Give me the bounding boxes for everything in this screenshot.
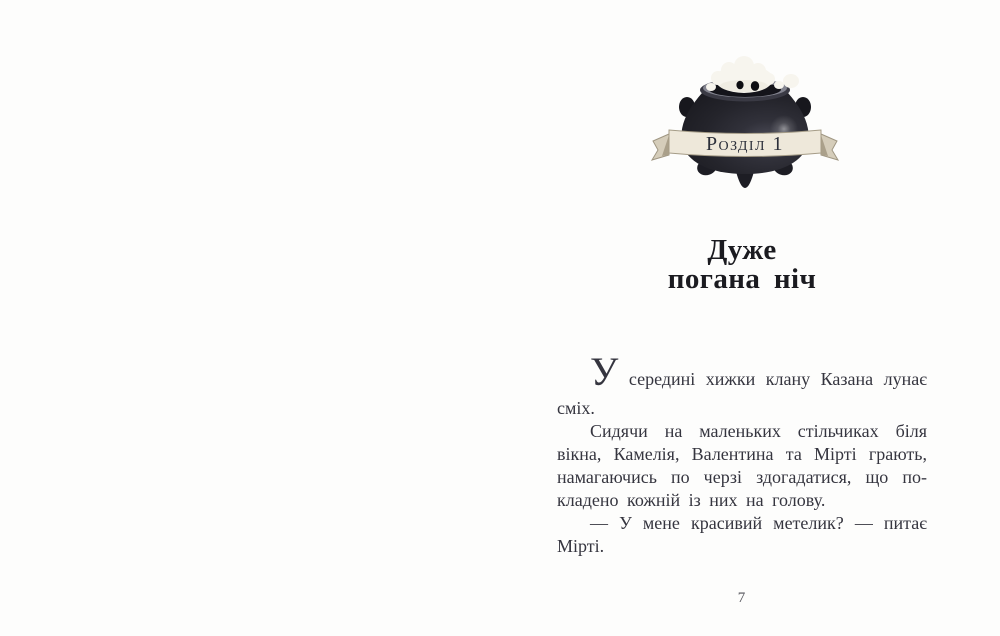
drop-cap: У bbox=[590, 349, 619, 394]
chapter-vignette bbox=[645, 55, 845, 195]
text-line: вікна, Камелія, Валентина та Мірті грають, bbox=[557, 444, 927, 464]
text-line: кладено кожній із них на голову. bbox=[557, 490, 826, 510]
paragraph-3 bbox=[557, 512, 927, 558]
ribbon-banner bbox=[652, 130, 838, 160]
cauldron-icon bbox=[645, 55, 845, 195]
text-line-content: середині хижки клану Казана лунає bbox=[628, 369, 928, 389]
text-line bbox=[557, 349, 928, 397]
text-line: намагаючись по черзі здогадатися, що по- bbox=[557, 467, 927, 487]
text-line: Мірті. bbox=[557, 536, 605, 556]
text-line: — У мене красивий метелик? — питає bbox=[590, 513, 927, 533]
paragraph-1 bbox=[557, 349, 928, 420]
chapter-banner-label: Розділ 1 bbox=[705, 133, 785, 155]
chapter-title-line-1: Дуже bbox=[707, 234, 777, 266]
text-line: сміх. bbox=[557, 398, 595, 418]
foam-shade bbox=[720, 80, 768, 92]
page-number: 7 bbox=[737, 590, 747, 606]
paragraph-2 bbox=[557, 420, 927, 512]
body-text bbox=[557, 349, 928, 558]
chapter-title bbox=[557, 236, 927, 294]
chapter-title-line-2: погана ніч bbox=[667, 263, 817, 295]
text-line: Сидячи на маленьких стільчиках біля bbox=[590, 421, 927, 441]
